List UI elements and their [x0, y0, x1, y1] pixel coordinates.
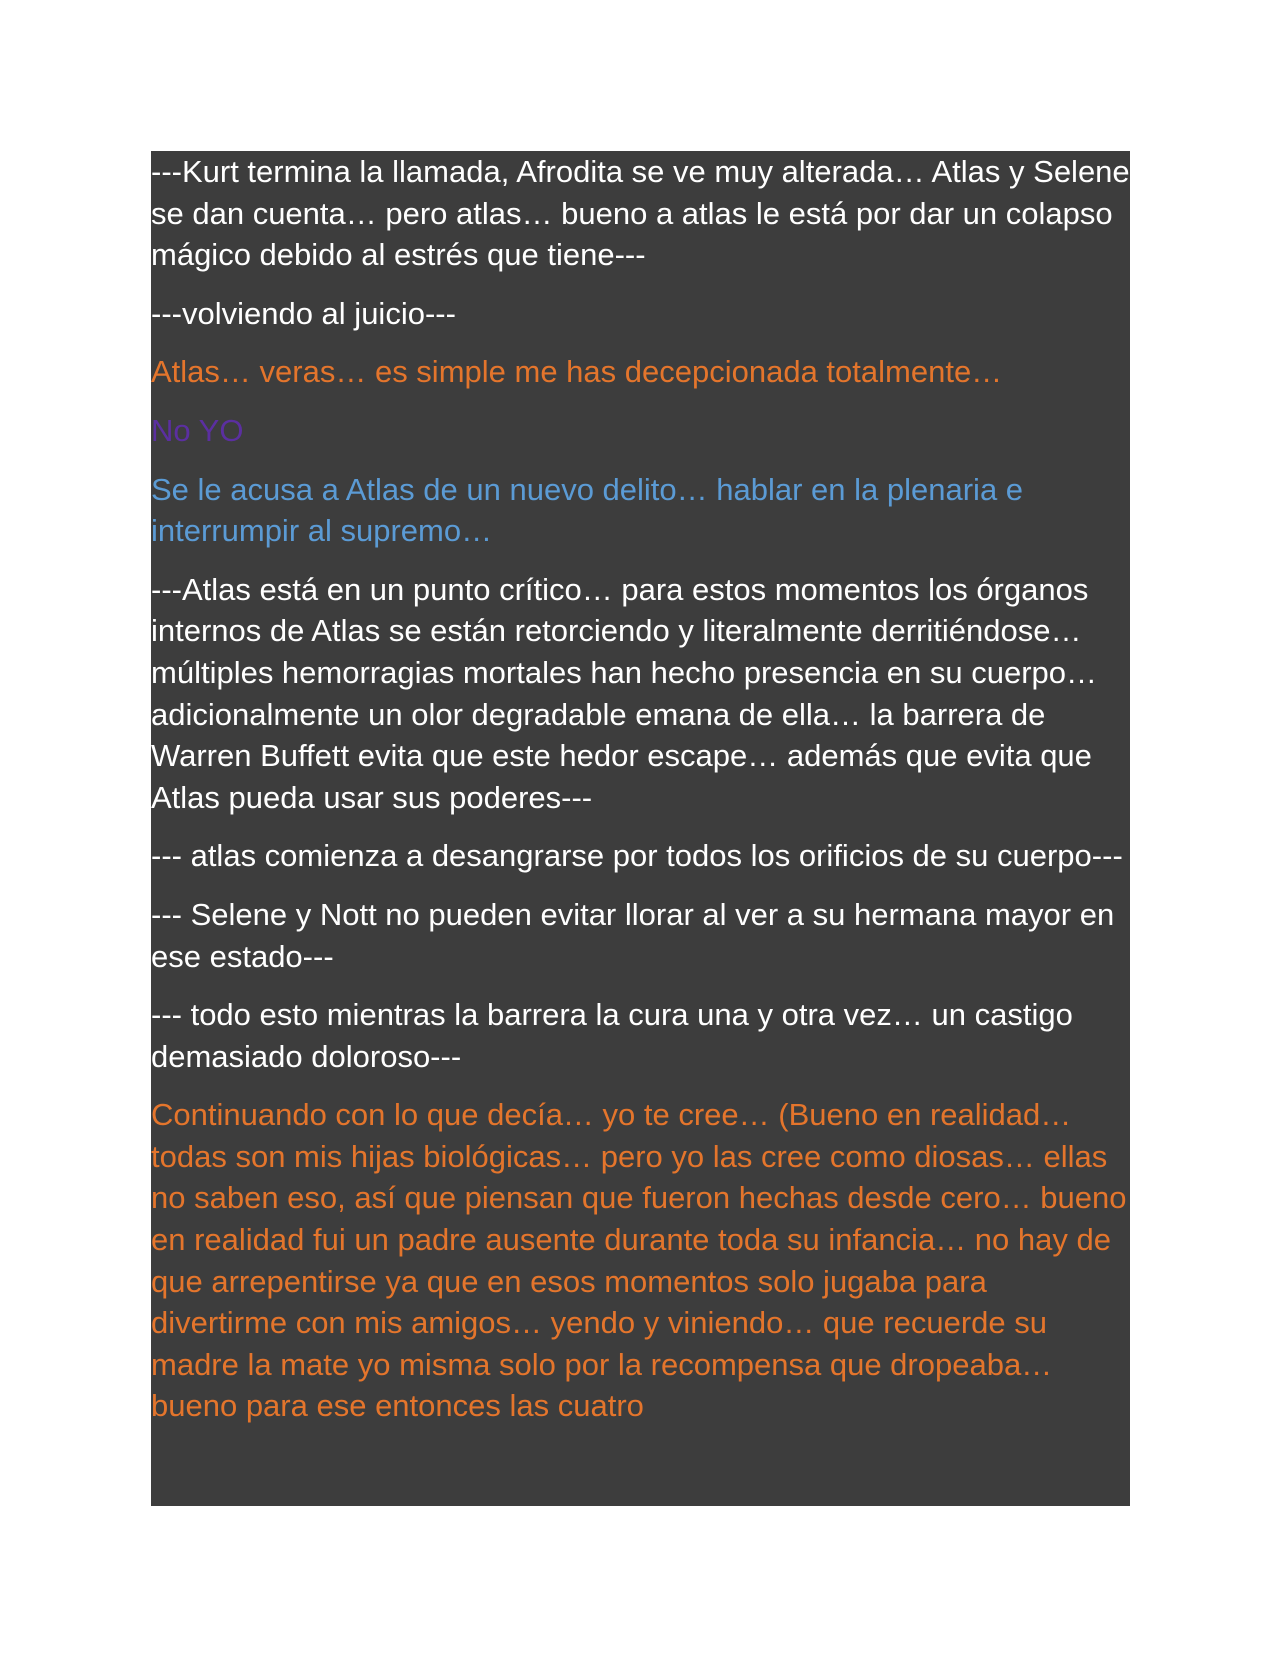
narration-paragraph: ---Atlas está en un punto crítico… para estos momentos los órganos internos de Atlas se están retorciendo y literalmente derritiéndose… múltiples hemorragias mortales han hecho presencia en su cuerpo… adicionalmente un olor degradable emana de ella… la barrera de Warren Buffett evita que este hedor escape… además que evita que Atlas pueda usar sus poderes---: [151, 571, 1097, 815]
dialogue-orange-paragraph: Continuando con lo que decía… yo te cree… (Bueno en realidad… todas son mis hijas biológicas… pero yo las cree como diosas… ellas no saben eso, así que piensan que fueron hechas desde cero… bueno en realidad fui un padre ausente durante toda su infancia… no hay de que arrepentirse ya que en esos momentos solo jugaba para divertirme con mis amigos… yendo y viniendo… que recuerde su madre la mate yo misma solo por la recompensa que dropeaba… bueno para ese entonces las cuatro: [151, 1097, 1127, 1424]
narration-paragraph: ---Kurt termina la llamada, Afrodita se ve muy alterada… Atlas y Selene se dan cuenta… pero atlas… bueno a atlas le está por dar un colapso mágico debido al estrés que tiene---: [151, 154, 1130, 273]
narration-paragraph: --- Selene y Nott no pueden evitar llorar al ver a su hermana mayor en ese estado---: [151, 896, 1115, 974]
narration-paragraph: --- atlas comienza a desangrarse por todos los orificios de su cuerpo---: [151, 838, 1123, 874]
narration-paragraph: ---volviendo al juicio---: [151, 295, 456, 331]
dialogue-purple-paragraph: No YO: [151, 412, 244, 448]
dialogue-blue-paragraph: Se le acusa a Atlas de un nuevo delito… hablar en la plenaria e interrumpir al supremo…: [151, 471, 1024, 549]
text-block: [151, 151, 1130, 1506]
dialogue-orange-paragraph: Atlas… veras… es simple me has decepcionada totalmente…: [151, 354, 1003, 390]
narration-paragraph: --- todo esto mientras la barrera la cura una y otra vez… un castigo demasiado doloroso---: [151, 997, 1073, 1074]
